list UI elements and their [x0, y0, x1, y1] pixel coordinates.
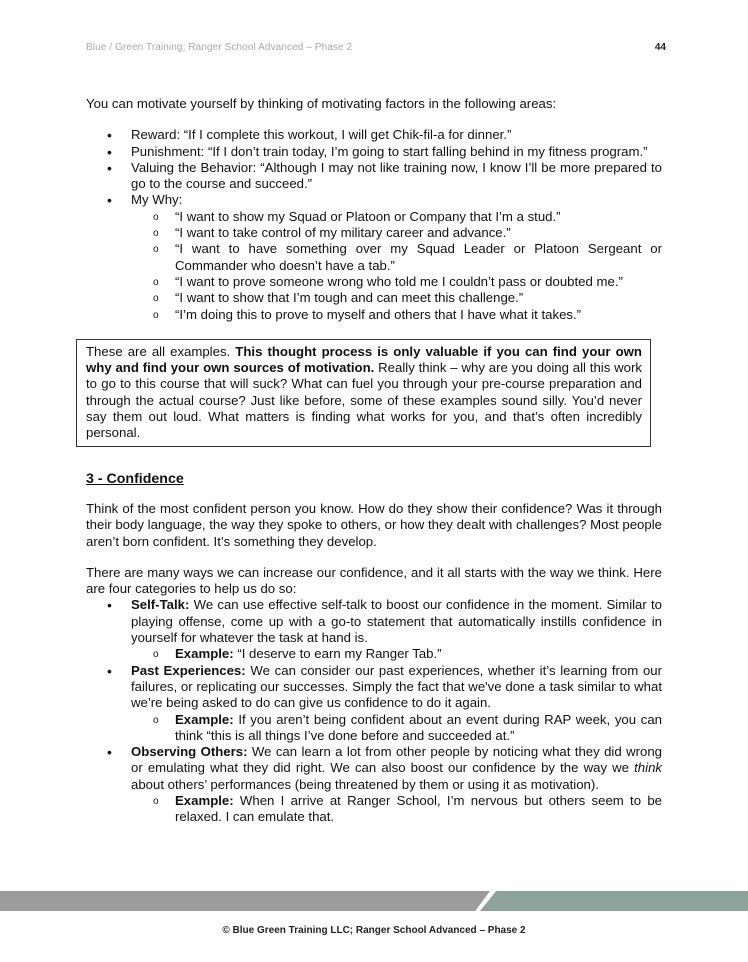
page-number: 44: [654, 42, 666, 53]
my-why-list: [131, 209, 662, 323]
category-text: We can learn a lot from other people by noticing what they did wrong or emulating what they did right. We can also boost our confidence by the way we: [131, 744, 662, 776]
item-label: My Why:: [131, 192, 183, 208]
category-text: We can use effective self-talk to boost our confidence in the moment. Similar to playing offense, come up with a go-to statement that automatically instills confidence in yourself for whatever the task at hand is.: [131, 597, 662, 646]
category-text: about others’ performances (being threatened by them or using it as motivation).: [131, 776, 599, 792]
list-item: [131, 646, 662, 662]
example-text: If you aren’t being confident about an event during RAP week, you can think “this is all things I’ve done before and succeeded at.”: [175, 711, 663, 743]
list-item: [131, 712, 662, 745]
list-item: o “I want to take control of my military career and advance.”: [131, 225, 662, 241]
category-text-emphasis: think: [634, 760, 662, 776]
example-label: Example:: [175, 646, 234, 662]
example-text: “I deserve to earn my Ranger Tab.”: [237, 646, 442, 662]
list-item: [86, 160, 662, 193]
callout-box: [76, 339, 651, 447]
list-item: o “I want to show my Squad or Platoon or Company that I’m a stud.”: [131, 209, 662, 225]
item-label: Punishment:: [131, 143, 205, 159]
list-item: [86, 744, 662, 825]
list-item: o “I want to have something over my Squad Leader or Platoon Sergeant or Commander who doesn’t have a tab.”: [131, 241, 662, 274]
callout-lead: These are all examples.: [86, 343, 231, 359]
example-label: Example:: [175, 711, 234, 727]
list-item: [86, 597, 662, 662]
list-item: [86, 192, 662, 322]
list-item: o “I’m doing this to prove to myself and others that I have what it takes.”: [131, 307, 662, 323]
page-body: [86, 96, 662, 826]
list-item: [131, 793, 662, 826]
running-header-title: Blue / Green Training; Ranger School Advanced – Phase 2: [86, 42, 353, 53]
example-list: [131, 646, 662, 662]
example-label: Example:: [175, 792, 234, 808]
item-text: “If I complete this workout, I will get Chik-fil-a for dinner.”: [183, 127, 512, 143]
list-item: [86, 144, 662, 160]
item-label: Reward:: [131, 127, 181, 143]
item-label: Valuing the Behavior:: [131, 159, 257, 175]
confidence-categories: [86, 597, 662, 825]
motivation-list: [86, 127, 662, 323]
list-item: o “I want to show that I’m tough and can meet this challenge.”: [131, 290, 662, 306]
category-label: Observing Others:: [131, 744, 248, 760]
section-heading: 3 - Confidence: [86, 470, 184, 487]
example-list: [131, 793, 662, 826]
page-footer: © Blue Green Training LLC; Ranger School Advanced – Phase 2: [222, 925, 526, 936]
example-text: When I arrive at Ranger School, I’m nervous but others seem to be relaxed. I can emulate that.: [175, 792, 662, 825]
list-item: o “I want to prove someone wrong who told me I couldn’t pass or doubted me.”: [131, 274, 662, 290]
intro-paragraph: You can motivate yourself by thinking of motivating factors in the following areas:: [86, 96, 557, 111]
item-text: “If I don’t train today, I’m going to start falling behind in my fitness program.”: [207, 143, 648, 159]
footer-band-gray: [0, 891, 490, 911]
callout-bold: This thought process is only valuable if you can find your own why and find your own sources of motivation.: [86, 343, 642, 376]
footer-band-green: [480, 891, 748, 911]
confidence-paragraph-1: Think of the most confident person you know. How do they show their confidence? Was it through their body language, the way they spoke to others, or how they dealt with challenges? Most people aren’t born confident. It’s something they develop.: [86, 500, 662, 549]
list-item: [86, 663, 662, 744]
example-list: [131, 712, 662, 745]
item-text: “Although I may not like training now, I know I’ll be more prepared to go to the course and succeed.”: [131, 159, 662, 192]
category-label: Past Experiences:: [131, 662, 246, 678]
category-label: Self-Talk:: [131, 597, 190, 613]
callout-rest: Really think – why are you doing all this work to go to this course that will suck? What can fuel you through your pre-course preparation and through the actual course? Just like before, some of these examples sound silly. You’d never say them out loud. What matters is finding what works for you, and that’s often incredibly personal.: [86, 360, 642, 441]
list-item: [86, 127, 662, 143]
confidence-paragraph-2: There are many ways we can increase our confidence, and it all starts with the way we think. Here are four categories to help us do so:: [86, 564, 662, 597]
category-text: We can consider our past experiences, whether it’s learning from our failures, or replicating our successes. Simply the fact that we've done a task similar to what we’re being asked to do can give us confidence to do it again.: [131, 662, 663, 711]
